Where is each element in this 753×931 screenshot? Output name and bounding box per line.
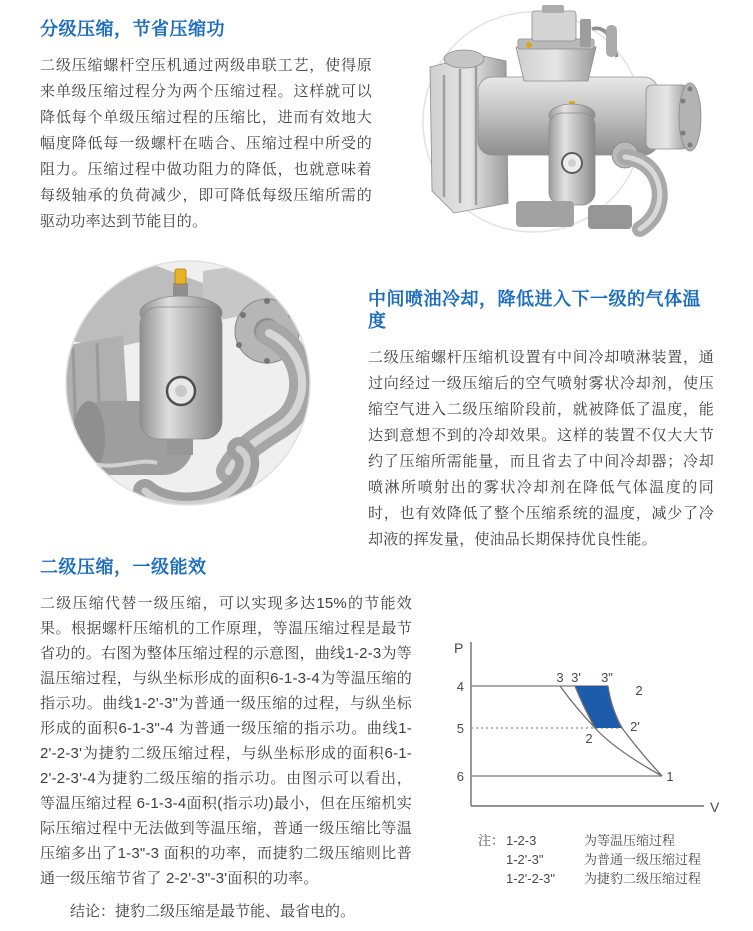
legend-code: 1-2'-2-3" — [506, 871, 556, 886]
curve-2-label: 2 — [635, 683, 643, 698]
two-stage-efficiency-title: 二级压缩，一级能效 — [40, 557, 207, 577]
valve-cap-yellow — [175, 269, 186, 284]
ytick-4: 4 — [456, 679, 464, 694]
y-axis-label: P — [454, 640, 464, 656]
staged-compression-body: 二级压缩螺杆空压机通过两级串联工艺，使得原来单级压缩过程分为两个压缩过程。这样就可以降低每个单级压缩过程的压缩比，进而有效地大幅度降低每一级螺杆在啮合、压缩过程中所受的阻力。压缩过程中做功阻力的降低，也就意味着每级轴承的负荷减少，即可降低每级压缩所需的驱动功率达到节能目的。 — [40, 57, 372, 230]
intake-valve-block — [532, 11, 576, 41]
two-stage-efficiency-body: 二级压缩代替一级压缩，可以实现多达15%的节能效果。根据螺杆压缩机的工作原理，等温压缩过程是最节省功的。右图为整体压缩过程的示意图，曲线1-2-3为等温压缩过程，与纵坐标形成的面积6-1-3-4为等温压缩的指示功。曲线1-2'-3"为普通一级压缩的过程，与纵坐标形成的面积6-1-3"-4 为普通一级压缩的指示功。曲线1-2'-2-3'为捷豹二级压缩过程，与纵坐标形成的面积6-1-2'-2-3'-4为捷豹二级压缩的指示功。由图示可以看出，等温压缩过程 6-1-3-4面积(指示功)最小，但在压缩机实际压缩过程中无法做到等温压缩，普通一级压缩比等温压缩多出了1-3"-3 面积的功率，而捷豹二级压缩则比普通一级压缩节省了 2-2'-3"-3'面积的功率。 — [40, 595, 412, 887]
cooling-spray-device-photo — [53, 253, 323, 518]
interstage-cooling-body: 二级压缩螺杆压缩机设置有中间冷却喷淋装置，通过向经过一级压缩后的空气喷射雾状冷却剂，使压缩空气进入二级压缩阶段前，就被降低了温度，能达到意想不到的冷却效果。这样的装置不仅大大节约了压缩所需能量，而且省去了中间冷却器；冷却喷淋所喷射出的雾状冷却剂在降低气体温度的同时，也有效降低了整个压缩系统的温度，减少了冷却液的挥发量，使油品长期保持优良性能。 — [368, 349, 714, 548]
cooling-photo-content — [53, 253, 323, 505]
legend-desc: 为等温压缩过程 — [584, 833, 676, 848]
section-interstage-cooling — [368, 288, 714, 553]
pv-diagram — [432, 598, 732, 830]
cooling-photo-illustration — [53, 253, 323, 518]
compressor-photo-illustration — [420, 5, 745, 240]
valve-cap-yellow — [526, 42, 532, 48]
ytick-5: 5 — [456, 721, 464, 736]
legend-row-single-stage — [478, 850, 738, 869]
legend-desc: 为捷豹二级压缩过程 — [584, 871, 702, 886]
section-staged-compression — [40, 18, 372, 235]
outlet-flange — [679, 83, 701, 151]
ytick-6: 6 — [456, 769, 464, 784]
staged-compression-title: 分级压缩，节省压缩功 — [40, 19, 225, 39]
legend-code: 1-2'-3" — [506, 852, 544, 867]
legend-desc: 为普通一级压缩过程 — [584, 852, 702, 867]
compressor-photo — [420, 5, 745, 240]
point-3dprime-label: 3" — [601, 670, 613, 685]
x-axis-label: V — [710, 799, 720, 815]
conclusion-line: 结论：捷豹二级压缩是最节能、最省电的。 — [70, 903, 356, 920]
legend-code: 1-2-3 — [506, 833, 537, 848]
cooling-vessel-tank — [140, 307, 222, 439]
savings-area — [575, 686, 622, 728]
point-1-label: 1 — [666, 769, 674, 784]
point-2prime-label: 2' — [630, 719, 640, 734]
legend-row-isothermal — [478, 831, 738, 850]
diagram-legend-notes — [478, 831, 738, 888]
point-2-label: 2 — [585, 731, 593, 746]
section-two-stage-efficiency — [40, 556, 412, 924]
legend-row-two-stage — [478, 869, 738, 888]
pv-diagram-svg — [432, 598, 732, 830]
interstage-cooling-title: 中间喷油冷却，降低进入下一级的气体温度 — [368, 289, 701, 331]
point-3prime-label: 3' — [571, 670, 581, 685]
point-3-label: 3 — [556, 670, 564, 685]
notes-prefix: 注： — [478, 833, 505, 848]
